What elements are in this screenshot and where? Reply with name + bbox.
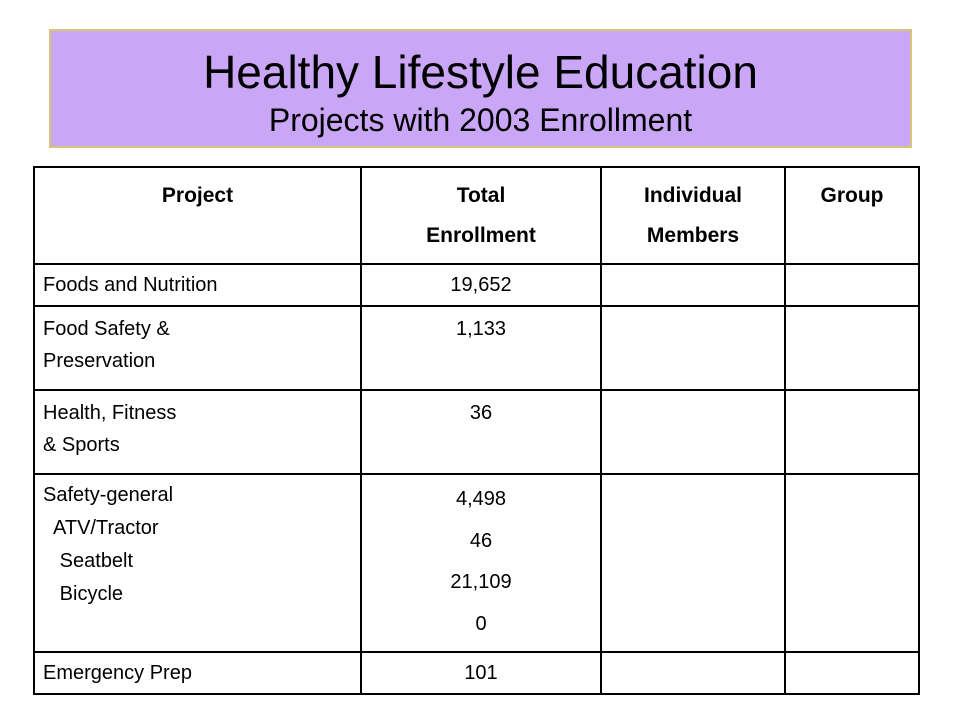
- header-total-line-1: Total: [456, 184, 506, 207]
- table-row: [34, 390, 919, 474]
- table-row: [34, 652, 919, 694]
- project-name-atv-tractor: ATV/Tractor: [43, 517, 159, 539]
- header-total-enrollment: [361, 167, 601, 264]
- total-enrollment-value: 4,498: [455, 488, 507, 510]
- header-individual-members: [601, 167, 785, 264]
- project-name: Foods and Nutrition: [43, 274, 218, 296]
- total-enrollment-value: 1,133: [455, 318, 507, 340]
- header-group-line: Group: [820, 184, 884, 207]
- table-header-row: [34, 167, 919, 264]
- page-title: Healthy Lifestyle Education: [203, 46, 758, 98]
- total-enrollment-cell: [361, 390, 601, 474]
- individual-members-cell: [601, 390, 785, 474]
- individual-members-cell: [601, 652, 785, 694]
- project-name-safety-general: Safety-general: [43, 484, 174, 506]
- project-name-seatbelt: Seatbelt: [43, 550, 134, 572]
- group-cell: [785, 264, 919, 306]
- project-name-line-1: Health, Fitness: [43, 402, 177, 424]
- project-cell: [34, 390, 361, 474]
- enrollment-table: [33, 166, 920, 695]
- header-total-line-2: Enrollment: [426, 224, 536, 247]
- table-row: [34, 264, 919, 306]
- individual-members-cell: [601, 264, 785, 306]
- total-enrollment-value: 21,109: [450, 571, 512, 593]
- project-cell: [34, 474, 361, 652]
- total-enrollment-value: 0: [475, 612, 487, 635]
- individual-members-cell: [601, 474, 785, 652]
- project-cell: [34, 652, 361, 694]
- group-cell: [785, 390, 919, 474]
- total-enrollment-value: 101: [464, 662, 498, 684]
- total-enrollment-cell: [361, 264, 601, 306]
- table-row: [34, 474, 919, 652]
- table-row: [34, 306, 919, 390]
- project-cell: [34, 306, 361, 390]
- group-cell: [785, 474, 919, 652]
- project-name-line-1: Food Safety &: [43, 318, 170, 340]
- project-name: Emergency Prep: [43, 662, 192, 684]
- group-cell: [785, 306, 919, 390]
- header-project: [34, 167, 361, 264]
- header-individual-line-1: Individual: [643, 184, 742, 207]
- total-enrollment-cell: [361, 306, 601, 390]
- header-group: [785, 167, 919, 264]
- group-cell: [785, 652, 919, 694]
- project-name-line-2: & Sports: [43, 434, 120, 456]
- total-enrollment-value: 36: [469, 402, 493, 424]
- header-project-line: Project: [161, 184, 234, 207]
- title-banner: [49, 29, 912, 148]
- project-name-line-2: Preservation: [43, 350, 156, 372]
- individual-members-cell: [601, 306, 785, 390]
- header-individual-line-2: Members: [646, 224, 740, 247]
- project-name-bicycle: Bicycle: [43, 583, 124, 605]
- total-enrollment-cell: [361, 652, 601, 694]
- total-enrollment-cell: [361, 474, 601, 652]
- total-enrollment-value: 46: [469, 529, 493, 552]
- page-subtitle: Projects with 2003 Enrollment: [268, 102, 693, 138]
- project-cell: [34, 264, 361, 306]
- total-enrollment-value: 19,652: [450, 274, 512, 296]
